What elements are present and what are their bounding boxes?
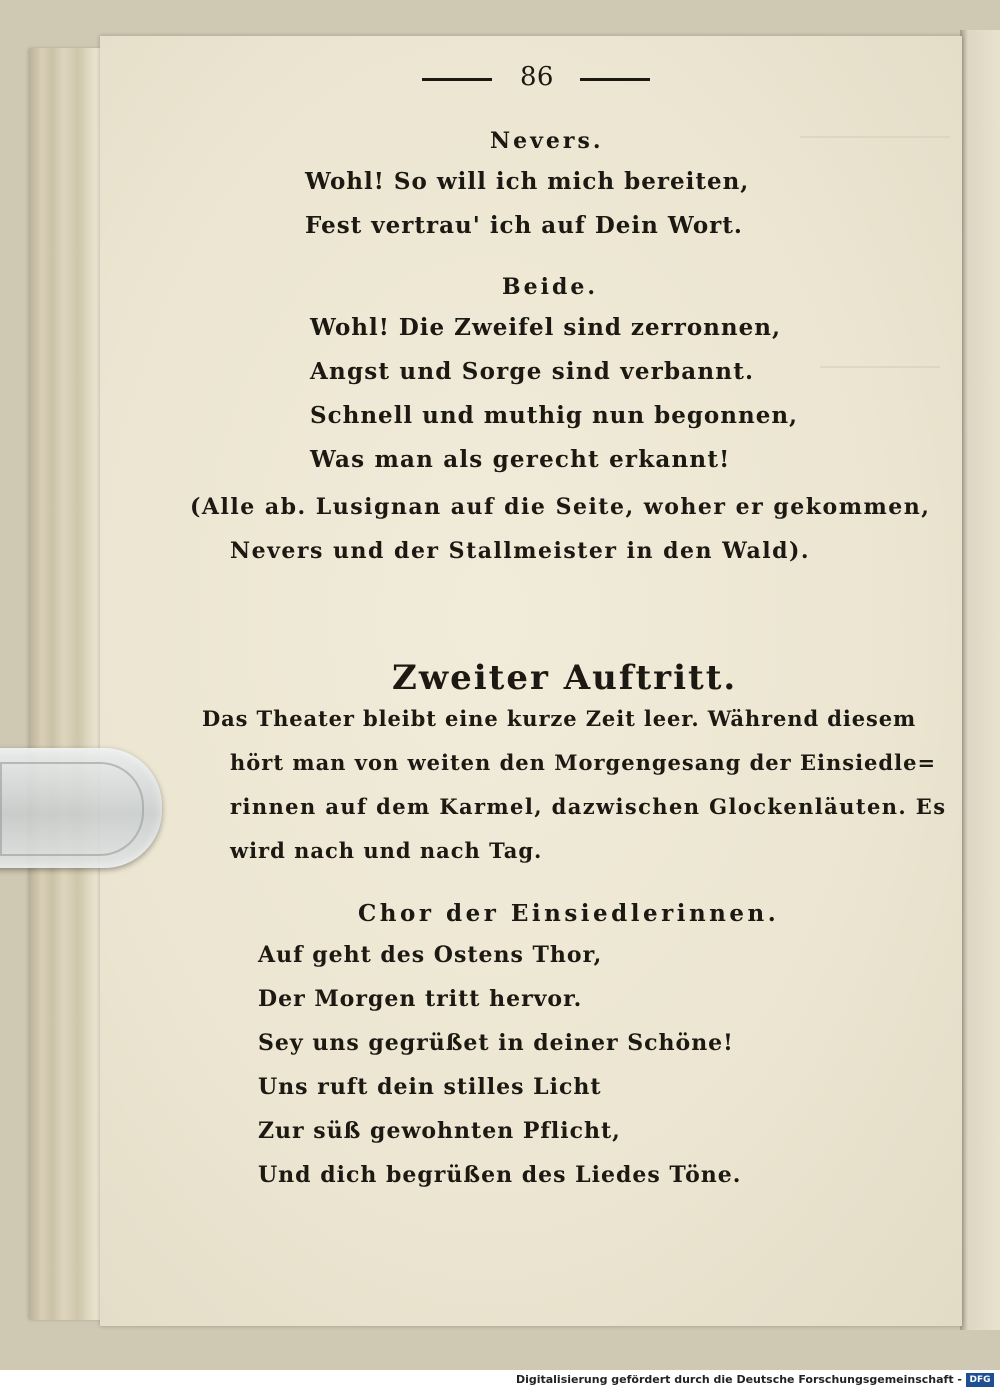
page-number: 86 — [520, 62, 554, 92]
scene-heading: Zweiter Auftritt. — [392, 658, 738, 698]
verse-line: Was man als gerecht erkannt! — [310, 446, 731, 473]
verse-line: Der Morgen tritt hervor. — [258, 986, 583, 1012]
verse-line: Zur süß gewohnten Pflicht, — [258, 1118, 621, 1144]
footer-credit: Digitalisierung gefördert durch die Deutsche Forschungsgemeinschaft - — [515, 1373, 962, 1386]
verse-line: Sey uns gegrüßet in deiner Schöne! — [258, 1030, 734, 1056]
stage-direction: Nevers und der Stallmeister in den Wald). — [230, 538, 811, 564]
speaker-beide: Beide. — [502, 274, 598, 300]
verse-line: Fest vertrau' ich auf Dein Wort. — [305, 212, 743, 239]
page-number-rule-left — [422, 78, 492, 81]
verse-line: Und dich begrüßen des Liedes Töne. — [258, 1162, 742, 1188]
verse-line: Wohl! Die Zweifel sind zerronnen, — [310, 314, 781, 341]
verse-line: Wohl! So will ich mich bereiten, — [305, 168, 750, 195]
book-page-edges — [30, 48, 102, 1320]
stage-direction: rinnen auf dem Karmel, dazwischen Glockenläuten. Es — [230, 794, 947, 819]
stage-direction: hört man von weiten den Morgengesang der Einsiedle= — [230, 750, 937, 775]
stage-direction: (Alle ab. Lusignan auf die Seite, woher er gekommen, — [190, 494, 931, 520]
stage-direction: Das Theater bleibt eine kurze Zeit leer. Während diesem — [202, 706, 917, 731]
facing-page-edge — [960, 30, 1000, 1330]
dfg-logo: DFG — [966, 1373, 994, 1387]
book-page — [100, 36, 962, 1326]
verse-line: Uns ruft dein stilles Licht — [258, 1074, 602, 1100]
chorus-heading: Chor der Einsiedlerinnen. — [358, 900, 780, 927]
page-clip-inner — [0, 762, 144, 856]
speaker-nevers: Nevers. — [490, 128, 604, 154]
page-number-rule-right — [580, 78, 650, 81]
verse-line: Angst und Sorge sind verbannt. — [310, 358, 755, 385]
digitization-footer — [0, 1370, 1000, 1391]
verse-line: Auf geht des Ostens Thor, — [258, 942, 603, 968]
page-clip — [0, 748, 162, 868]
stage-direction: wird nach und nach Tag. — [230, 838, 543, 863]
verse-line: Schnell und muthig nun begonnen, — [310, 402, 799, 429]
